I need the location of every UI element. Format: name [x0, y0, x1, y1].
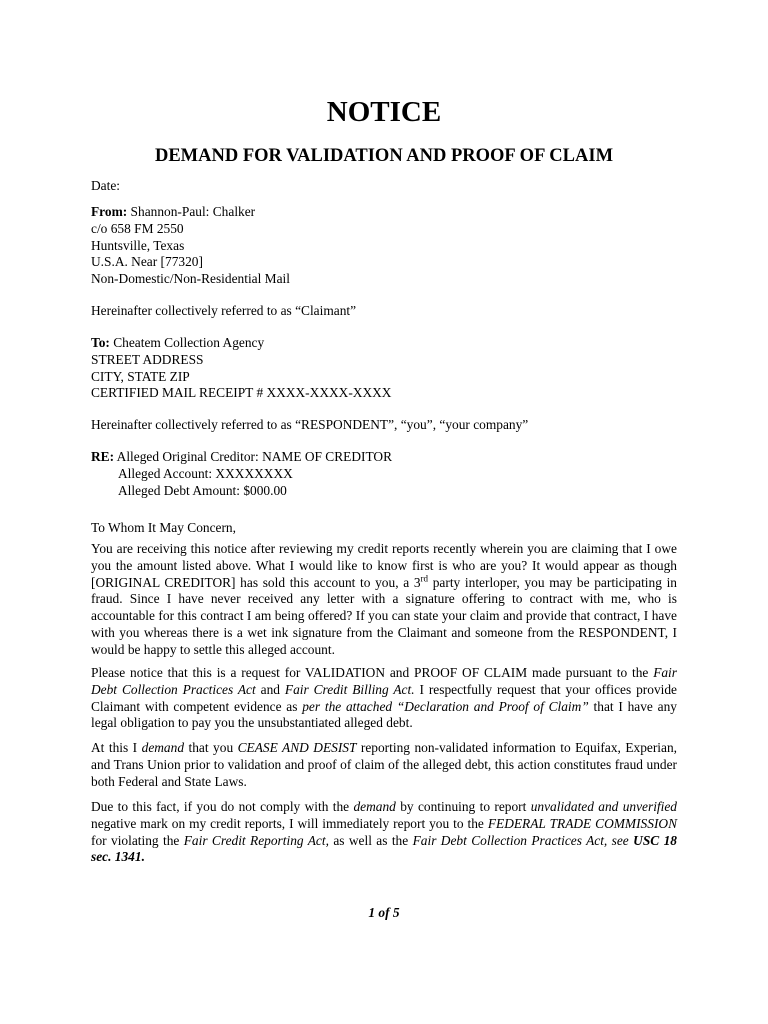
emphasis-text: CEASE AND DESIST: [237, 740, 357, 755]
paragraph-segment: You are receiving this notice after reviewing my credit reports recently wherein you are claiming that I owe you the amount listed above. What I would like to know first is who are you? It would appear as though [ORIGINAL CREDITOR] has sold this account to you, a 3: [91, 541, 677, 590]
re-block: [91, 449, 677, 499]
emphasis-text: demand: [353, 799, 396, 814]
re-account: Alleged Account: XXXXXXXX: [118, 465, 293, 481]
emphasis-text: demand: [141, 740, 185, 755]
date-label: Date:: [91, 178, 120, 193]
act-name: Fair Debt Collection Practices Act: [91, 665, 677, 697]
page-number: 1 of 5: [368, 905, 400, 920]
paragraph-segment: that I have any legal obligation to pay you the unsubstantiated alleged debt.: [91, 698, 677, 731]
paragraph-segment: party interloper, you may be participating in fraud. Since I have never received any letter with a signature offering to contract with me, who is accountable for this contract I am being offered? If you can state your claim and provide that contract, I have with you whereas there is a wet ink signature from the Claimant and someone from the RESPONDENT, I would be happy to settle this alleged account.: [91, 574, 677, 657]
act-name: Fair Credit Reporting Act,: [183, 832, 329, 848]
from-address-line: c/o 658 FM 2550: [91, 220, 184, 236]
attachment-reference: per the attached “Declaration and Proof of Claim”: [302, 698, 589, 714]
emphasis-text: unvalidated and unverified: [530, 799, 678, 814]
page-title: NOTICE: [326, 96, 442, 128]
act-name: Fair Debt Collection Practices Act, see: [412, 832, 629, 848]
from-address-line: Non-Domestic/Non-Residential Mail: [91, 271, 290, 287]
paragraph-segment: for violating the: [91, 832, 184, 848]
to-address-line: CERTIFIED MAIL RECEIPT # XXXX-XXXX-XXXX: [91, 385, 392, 401]
paragraph-2: [91, 665, 677, 732]
statute-citation: USC 18 sec. 1341.: [91, 832, 677, 865]
from-name-line: [91, 204, 677, 221]
claimant-note: Hereinafter collectively referred to as “Claimant”: [91, 303, 357, 318]
act-name: Fair Credit Billing Act.: [284, 681, 415, 697]
claimant-note-block: [91, 303, 677, 320]
paragraph-segment: Please notice that this is a request for VALIDATION and PROOF OF CLAIM made pursuant to the: [91, 665, 654, 680]
to-block: [91, 335, 677, 402]
to-address-line: STREET ADDRESS: [91, 351, 204, 367]
respondent-note: Hereinafter collectively referred to as “RESPONDENT”, “you”, “your company”: [91, 417, 529, 432]
paragraph-text: [91, 740, 677, 790]
paragraph-1: [91, 541, 677, 659]
paragraph-segment: I respectfully request that your offices provide Claimant with competent evidence as: [91, 681, 677, 714]
respondent-note-block: [91, 417, 677, 434]
agency-name: FEDERAL TRADE COMMISSION: [487, 815, 678, 831]
paragraph-text: [91, 799, 677, 866]
paragraph-text: [91, 541, 677, 659]
from-block: [91, 204, 677, 288]
paragraph-segment: negative mark on my credit reports, I will immediately report you to the: [91, 815, 488, 831]
paragraph-3: [91, 740, 677, 790]
document-subtitle: DEMAND FOR VALIDATION AND PROOF OF CLAIM: [154, 146, 614, 166]
re-label: RE:: [91, 449, 115, 464]
paragraph-segment: that you: [184, 740, 238, 755]
from-name: Shannon-Paul: Chalker: [127, 204, 256, 219]
salutation-block: [91, 520, 677, 537]
re-amount: Alleged Debt Amount: $000.00: [118, 482, 287, 498]
date-line: [91, 178, 677, 195]
paragraph-segment: reporting non-validated information to Equifax, Experian, and Trans Union prior to validation and proof of claim of the alleged debt, this action constitutes fraud under both Federal and State Laws.: [91, 740, 678, 789]
paragraph-4: [91, 799, 677, 866]
to-name-line: [91, 335, 677, 352]
paragraph-segment: and: [255, 681, 285, 697]
from-address-line: Huntsville, Texas: [91, 237, 185, 253]
salutation: To Whom It May Concern,: [91, 520, 236, 535]
paragraph-text: [91, 665, 677, 732]
re-creditor: Alleged Original Creditor: NAME OF CREDITOR: [114, 449, 393, 464]
paragraph-segment: by continuing to report: [395, 799, 531, 814]
to-name: Cheatem Collection Agency: [109, 335, 265, 350]
ordinal-superscript: rd: [420, 573, 429, 584]
to-address-line: CITY, STATE ZIP: [91, 368, 190, 384]
to-label: To:: [91, 335, 110, 350]
re-creditor-line: [91, 449, 677, 466]
from-label: From:: [91, 204, 128, 219]
paragraph-segment: as well as the: [328, 832, 413, 848]
paragraph-segment: Due to this fact, if you do not comply with the: [91, 799, 354, 814]
from-address-line: U.S.A. Near [77320]: [91, 254, 203, 270]
paragraph-segment: At this I: [91, 740, 142, 755]
